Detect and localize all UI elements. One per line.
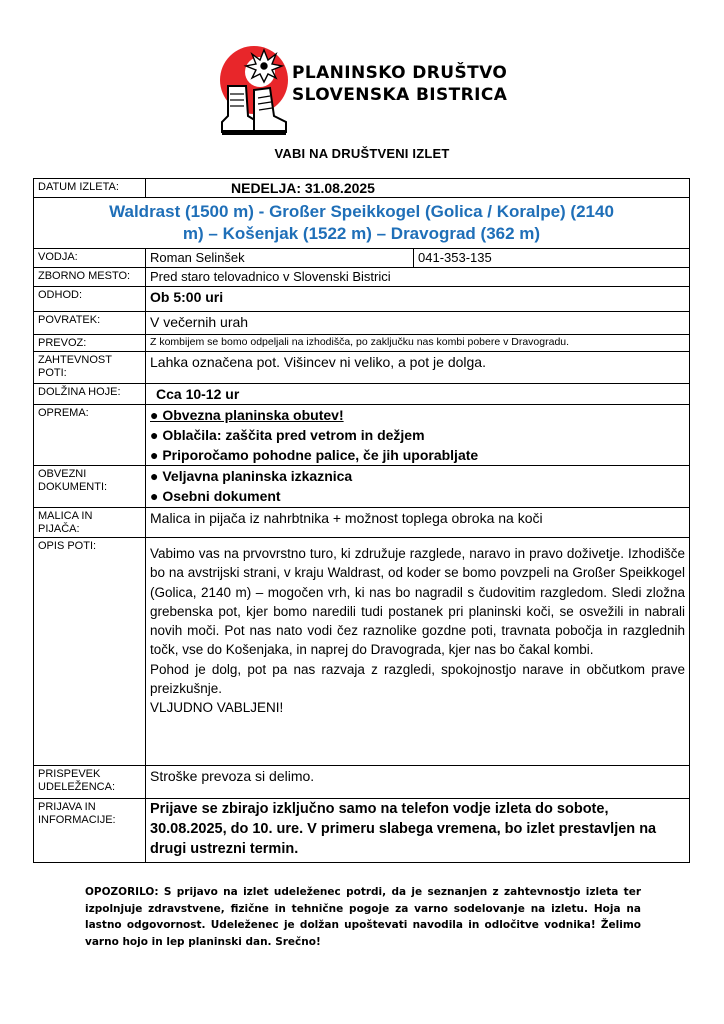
equipment-item: ● Priporočamo pohodne palice, če jih uporabljate [150, 447, 479, 463]
contribution-value: Stroške prevoza si delimo. [146, 766, 690, 799]
contribution-label [34, 766, 146, 799]
departure-value: Ob 5:00 uri [146, 287, 690, 312]
description-paragraph: Vabimo vas na prvovrstno turo, ki združuje razglede, naravo in pravo doživetje. Izhodišče bo na avstrijski strani, v kraju Waldrast, od koder se bomo povzpeli na Großer Speikkogel (Golica, 2140 m) – mogočen vrh, ki nas bo nagradil s čudovitim razgledom. Sledi zložna grebenska pot, kjer bomo naredili tudi postanek pri planinski koči, se osvežili in nabrali novih moči. Pot nas nato vodi čez raznolike gozdne poti, travnata pobočja in razglednih točk, vse do Košenjaka, in naprej do Dravograda, kjer nas bo čakal kombi. [150, 546, 685, 658]
documents-label-line1: OBVEZNI [38, 468, 87, 480]
club-name-line2: SLOVENSKA BISTRICA [292, 85, 508, 105]
registration-label-line1: PRIJAVA IN [38, 801, 96, 813]
trip-info-table [33, 178, 690, 863]
duration-label: DOLŽINA HOJE: [34, 384, 146, 405]
documents-list [146, 466, 690, 508]
club-logo [214, 42, 514, 142]
duration-value: Cca 10-12 ur [146, 384, 690, 405]
transport-label: PREVOZ: [34, 335, 146, 352]
registration-label [34, 799, 146, 863]
invite-heading: VABI NA DRUŠTVENI IZLET [274, 146, 450, 161]
meeting-value: Pred staro telovadnico v Slovenski Bistrici [146, 268, 690, 287]
return-value: V večernih urah [146, 312, 690, 335]
return-label: POVRATEK: [34, 312, 146, 335]
trip-title-line1: Waldrast (1500 m) - Großer Speikkogel (Golica / Koralpe) (2140 [109, 202, 614, 221]
food-value: Malica in pijača iz nahrbtnika + možnost toplega obroka na koči [146, 508, 690, 538]
food-label [34, 508, 146, 538]
date-value: NEDELJA: 31.08.2025 [146, 179, 690, 198]
equipment-label: OPREMA: [34, 405, 146, 466]
leader-label: VODJA: [34, 249, 146, 268]
departure-label: ODHOD: [34, 287, 146, 312]
registration-label-line2: INFORMACIJE: [38, 814, 116, 826]
difficulty-label-line2: POTI: [38, 367, 67, 379]
description-paragraph: Pohod je dolg, pot pa nas razvaja z razgledi, spokojnostjo narave in občutkom prave preizkušnje. [150, 661, 685, 697]
contribution-label-line2: UDELEŽENCA: [38, 781, 116, 793]
contribution-label-line1: PRISPEVEK [38, 768, 101, 780]
disclaimer-text: OPOZORILO: S prijavo na izlet udeleženec potrdi, da je seznanjen z zahtevnostjo izleta ter izpolnjuje zdravstvene, fizične in tehnične pogoje za varno sodelovanje na izletu. Hoja na lastno odgovornost. Udeleženec je dolžan upoštevati navodila in odločitve vodnika! Želimo varno hojo in lep planinski dan. Srečno! [85, 886, 641, 948]
club-name [292, 62, 507, 106]
food-label-line1: MALICA IN [38, 510, 93, 522]
documents-label [34, 466, 146, 508]
meeting-label: ZBORNO MESTO: [34, 268, 146, 287]
food-label-line2: PIJAČA: [38, 523, 80, 535]
club-name-line1: PLANINSKO DRUŠTVO [292, 63, 508, 83]
trip-title [34, 198, 690, 249]
document-item: ● Osebni dokument [150, 488, 281, 504]
difficulty-label [34, 352, 146, 384]
equipment-item: ● Oblačila: zaščita pred vetrom in dežjem [150, 427, 425, 443]
difficulty-value: Lahka označena pot. Višincev ni veliko, a pot je dolga. [146, 352, 690, 384]
leader-name: Roman Selinšek [146, 249, 414, 268]
registration-value: Prijave se zbirajo izključno samo na telefon vodje izleta do sobote, 30.08.2025, do 10. ure. V primeru slabega vremena, bo izlet prestavljen na drugi ustrezni termin. [146, 799, 690, 863]
description-label: OPIS POTI: [34, 538, 146, 766]
trip-title-line2: m) – Košenjak (1522 m) – Dravograd (362 m) [182, 224, 541, 243]
documents-label-line2: DOKUMENTI: [38, 481, 108, 493]
description-closing: VLJUDNO VABLJENI! [150, 700, 284, 716]
equipment-list [146, 405, 690, 466]
difficulty-label-line1: ZAHTEVNOST [38, 354, 112, 366]
transport-value: Z kombijem se bomo odpeljali na izhodišča, po zaključku nas kombi pobere v Dravogradu. [146, 335, 690, 352]
leader-phone: 041-353-135 [414, 249, 690, 268]
equipment-item: ● Obvezna planinska obutev! [150, 407, 344, 423]
hiking-boots-edelweiss-icon [214, 42, 294, 142]
document-item: ● Veljavna planinska izkaznica [150, 468, 353, 484]
route-description [146, 538, 690, 766]
date-label: DATUM IZLETA: [34, 179, 146, 198]
